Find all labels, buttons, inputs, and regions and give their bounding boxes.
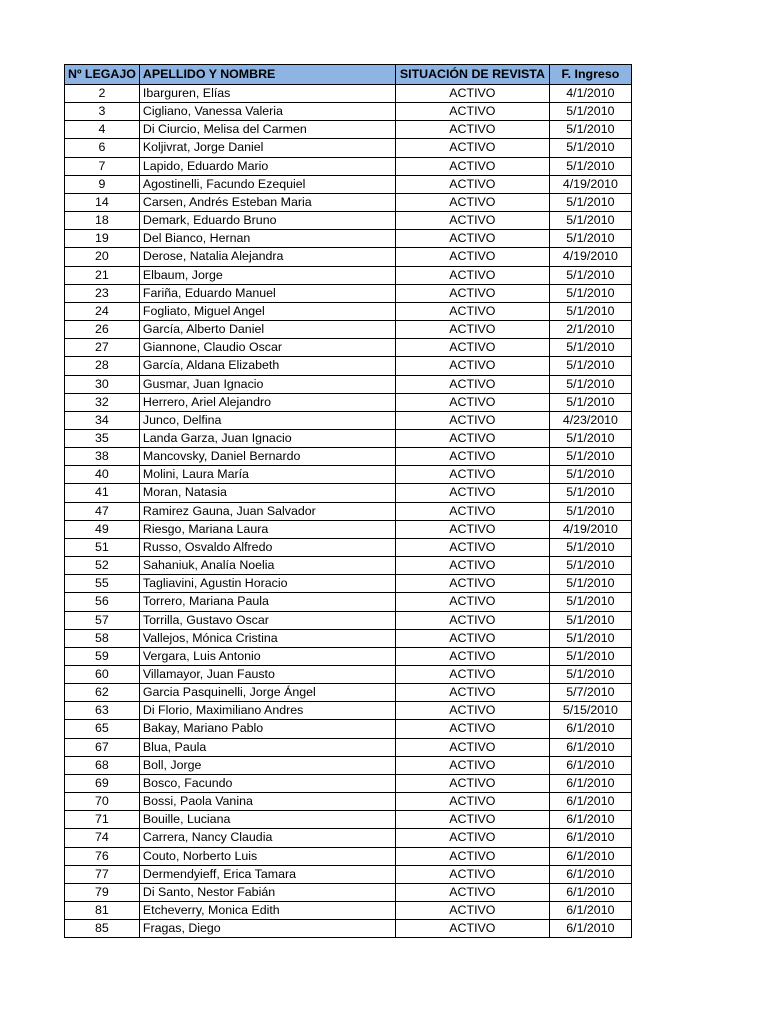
legajo-cell: 38 — [65, 448, 140, 466]
date-cell: 2/1/2010 — [549, 321, 631, 339]
status-cell: ACTIVO — [395, 193, 549, 211]
date-cell: 5/1/2010 — [549, 593, 631, 611]
date-cell: 5/1/2010 — [549, 575, 631, 593]
name-cell: Fogliato, Miguel Angel — [139, 302, 395, 320]
name-cell: Torrero, Mariana Paula — [139, 593, 395, 611]
name-cell: Demark, Eduardo Bruno — [139, 212, 395, 230]
name-cell: Russo, Osvaldo Alfredo — [139, 538, 395, 556]
table-row — [65, 248, 632, 266]
name-cell: Cigliano, Vanessa Valeria — [139, 103, 395, 121]
status-cell: ACTIVO — [395, 756, 549, 774]
table-row — [65, 448, 632, 466]
status-cell: ACTIVO — [395, 302, 549, 320]
name-cell: Di Ciurcio, Melisa del Carmen — [139, 121, 395, 139]
employee-table — [64, 64, 632, 938]
table-row — [65, 756, 632, 774]
date-cell: 6/1/2010 — [549, 738, 631, 756]
legajo-cell: 49 — [65, 520, 140, 538]
name-cell: Bossi, Paola Vanina — [139, 793, 395, 811]
status-cell: ACTIVO — [395, 411, 549, 429]
date-cell: 5/1/2010 — [549, 284, 631, 302]
table-row — [65, 157, 632, 175]
table-row — [65, 702, 632, 720]
date-cell: 5/1/2010 — [549, 502, 631, 520]
legajo-cell: 71 — [65, 811, 140, 829]
date-cell: 5/1/2010 — [549, 193, 631, 211]
name-cell: Del Bianco, Hernan — [139, 230, 395, 248]
status-cell: ACTIVO — [395, 375, 549, 393]
date-cell: 5/1/2010 — [549, 484, 631, 502]
name-cell: Ramirez Gauna, Juan Salvador — [139, 502, 395, 520]
date-cell: 5/1/2010 — [549, 557, 631, 575]
legajo-cell: 57 — [65, 611, 140, 629]
status-cell: ACTIVO — [395, 357, 549, 375]
date-cell: 5/1/2010 — [549, 266, 631, 284]
legajo-cell: 67 — [65, 738, 140, 756]
status-cell: ACTIVO — [395, 121, 549, 139]
date-cell: 6/1/2010 — [549, 720, 631, 738]
table-row — [65, 738, 632, 756]
name-cell: Derose, Natalia Alejandra — [139, 248, 395, 266]
status-cell: ACTIVO — [395, 321, 549, 339]
name-cell: Gusmar, Juan Ignacio — [139, 375, 395, 393]
date-cell: 6/1/2010 — [549, 865, 631, 883]
status-cell: ACTIVO — [395, 847, 549, 865]
legajo-cell: 4 — [65, 121, 140, 139]
table-row — [65, 847, 632, 865]
status-cell: ACTIVO — [395, 883, 549, 901]
table-row — [65, 393, 632, 411]
legajo-cell: 52 — [65, 557, 140, 575]
table-row — [65, 212, 632, 230]
legajo-cell: 3 — [65, 103, 140, 121]
table-row — [65, 920, 632, 938]
table-row — [65, 357, 632, 375]
table-row — [65, 266, 632, 284]
legajo-cell: 47 — [65, 502, 140, 520]
name-cell: Carsen, Andrés Esteban Maria — [139, 193, 395, 211]
status-cell: ACTIVO — [395, 811, 549, 829]
status-cell: ACTIVO — [395, 448, 549, 466]
status-cell: ACTIVO — [395, 339, 549, 357]
status-cell: ACTIVO — [395, 484, 549, 502]
table-row — [65, 230, 632, 248]
name-cell: Blua, Paula — [139, 738, 395, 756]
date-cell: 6/1/2010 — [549, 829, 631, 847]
status-cell: ACTIVO — [395, 738, 549, 756]
legajo-cell: 27 — [65, 339, 140, 357]
legajo-cell: 14 — [65, 193, 140, 211]
name-cell: Ibarguren, Elías — [139, 85, 395, 103]
table-row — [65, 902, 632, 920]
date-cell: 5/1/2010 — [549, 339, 631, 357]
status-cell: ACTIVO — [395, 902, 549, 920]
header-legajo: Nº LEGAJO — [65, 65, 140, 85]
name-cell: Di Florio, Maximiliano Andres — [139, 702, 395, 720]
date-cell: 6/1/2010 — [549, 920, 631, 938]
legajo-cell: 65 — [65, 720, 140, 738]
table-row — [65, 557, 632, 575]
table-row — [65, 629, 632, 647]
legajo-cell: 23 — [65, 284, 140, 302]
date-cell: 5/7/2010 — [549, 684, 631, 702]
date-cell: 5/1/2010 — [549, 629, 631, 647]
table-row — [65, 466, 632, 484]
date-cell: 4/23/2010 — [549, 411, 631, 429]
table-row — [65, 85, 632, 103]
table-body — [65, 85, 632, 938]
name-cell: Carrera, Nancy Claudia — [139, 829, 395, 847]
table-row — [65, 502, 632, 520]
date-cell: 4/19/2010 — [549, 520, 631, 538]
status-cell: ACTIVO — [395, 85, 549, 103]
name-cell: Garcia Pasquinelli, Jorge Ángel — [139, 684, 395, 702]
table-row — [65, 811, 632, 829]
date-cell: 4/1/2010 — [549, 85, 631, 103]
legajo-cell: 34 — [65, 411, 140, 429]
table-row — [65, 103, 632, 121]
legajo-cell: 59 — [65, 647, 140, 665]
date-cell: 6/1/2010 — [549, 774, 631, 792]
table-row — [65, 720, 632, 738]
name-cell: García, Alberto Daniel — [139, 321, 395, 339]
name-cell: Vallejos, Mónica Cristina — [139, 629, 395, 647]
table-row — [65, 339, 632, 357]
status-cell: ACTIVO — [395, 520, 549, 538]
legajo-cell: 18 — [65, 212, 140, 230]
legajo-cell: 2 — [65, 85, 140, 103]
date-cell: 5/1/2010 — [549, 393, 631, 411]
table-row — [65, 684, 632, 702]
status-cell: ACTIVO — [395, 157, 549, 175]
name-cell: Di Santo, Nestor Fabián — [139, 883, 395, 901]
name-cell: Couto, Norberto Luis — [139, 847, 395, 865]
date-cell: 5/1/2010 — [549, 538, 631, 556]
status-cell: ACTIVO — [395, 575, 549, 593]
status-cell: ACTIVO — [395, 284, 549, 302]
legajo-cell: 81 — [65, 902, 140, 920]
employee-sheet — [64, 64, 632, 938]
table-row — [65, 484, 632, 502]
status-cell: ACTIVO — [395, 538, 549, 556]
name-cell: Torrilla, Gustavo Oscar — [139, 611, 395, 629]
legajo-cell: 9 — [65, 175, 140, 193]
header-row — [65, 65, 632, 85]
legajo-cell: 35 — [65, 429, 140, 447]
legajo-cell: 41 — [65, 484, 140, 502]
table-row — [65, 865, 632, 883]
status-cell: ACTIVO — [395, 793, 549, 811]
name-cell: Tagliavini, Agustin Horacio — [139, 575, 395, 593]
status-cell: ACTIVO — [395, 684, 549, 702]
status-cell: ACTIVO — [395, 175, 549, 193]
table-row — [65, 611, 632, 629]
status-cell: ACTIVO — [395, 865, 549, 883]
name-cell: Koljivrat, Jorge Daniel — [139, 139, 395, 157]
status-cell: ACTIVO — [395, 774, 549, 792]
status-cell: ACTIVO — [395, 502, 549, 520]
table-row — [65, 375, 632, 393]
name-cell: Fragas, Diego — [139, 920, 395, 938]
date-cell: 5/1/2010 — [549, 647, 631, 665]
header-apellido-nombre: APELLIDO Y NOMBRE — [139, 65, 395, 85]
name-cell: Junco, Delfina — [139, 411, 395, 429]
legajo-cell: 74 — [65, 829, 140, 847]
name-cell: Elbaum, Jorge — [139, 266, 395, 284]
legajo-cell: 69 — [65, 774, 140, 792]
status-cell: ACTIVO — [395, 629, 549, 647]
name-cell: García, Aldana Elizabeth — [139, 357, 395, 375]
name-cell: Molini, Laura María — [139, 466, 395, 484]
legajo-cell: 76 — [65, 847, 140, 865]
legajo-cell: 68 — [65, 756, 140, 774]
legajo-cell: 40 — [65, 466, 140, 484]
status-cell: ACTIVO — [395, 212, 549, 230]
table-row — [65, 647, 632, 665]
date-cell: 5/1/2010 — [549, 139, 631, 157]
date-cell: 4/19/2010 — [549, 248, 631, 266]
status-cell: ACTIVO — [395, 647, 549, 665]
name-cell: Agostinelli, Facundo Ezequiel — [139, 175, 395, 193]
legajo-cell: 70 — [65, 793, 140, 811]
table-row — [65, 883, 632, 901]
legajo-cell: 79 — [65, 883, 140, 901]
legajo-cell: 7 — [65, 157, 140, 175]
legajo-cell: 51 — [65, 538, 140, 556]
table-row — [65, 121, 632, 139]
table-row — [65, 284, 632, 302]
status-cell: ACTIVO — [395, 266, 549, 284]
legajo-cell: 62 — [65, 684, 140, 702]
table-row — [65, 429, 632, 447]
status-cell: ACTIVO — [395, 429, 549, 447]
table-row — [65, 829, 632, 847]
date-cell: 6/1/2010 — [549, 756, 631, 774]
table-row — [65, 666, 632, 684]
legajo-cell: 85 — [65, 920, 140, 938]
name-cell: Boll, Jorge — [139, 756, 395, 774]
name-cell: Bouille, Luciana — [139, 811, 395, 829]
date-cell: 6/1/2010 — [549, 847, 631, 865]
table-row — [65, 321, 632, 339]
legajo-cell: 19 — [65, 230, 140, 248]
date-cell: 5/1/2010 — [549, 448, 631, 466]
date-cell: 5/1/2010 — [549, 157, 631, 175]
legajo-cell: 63 — [65, 702, 140, 720]
legajo-cell: 26 — [65, 321, 140, 339]
legajo-cell: 30 — [65, 375, 140, 393]
legajo-cell: 60 — [65, 666, 140, 684]
name-cell: Dermendyieff, Erica Tamara — [139, 865, 395, 883]
legajo-cell: 20 — [65, 248, 140, 266]
table-row — [65, 520, 632, 538]
legajo-cell: 56 — [65, 593, 140, 611]
status-cell: ACTIVO — [395, 702, 549, 720]
date-cell: 5/1/2010 — [549, 466, 631, 484]
status-cell: ACTIVO — [395, 920, 549, 938]
date-cell: 5/1/2010 — [549, 121, 631, 139]
date-cell: 6/1/2010 — [549, 793, 631, 811]
name-cell: Giannone, Claudio Oscar — [139, 339, 395, 357]
date-cell: 5/1/2010 — [549, 230, 631, 248]
date-cell: 6/1/2010 — [549, 883, 631, 901]
date-cell: 5/1/2010 — [549, 212, 631, 230]
date-cell: 5/1/2010 — [549, 666, 631, 684]
table-row — [65, 575, 632, 593]
status-cell: ACTIVO — [395, 557, 549, 575]
table-row — [65, 593, 632, 611]
legajo-cell: 21 — [65, 266, 140, 284]
name-cell: Lapido, Eduardo Mario — [139, 157, 395, 175]
status-cell: ACTIVO — [395, 666, 549, 684]
table-row — [65, 793, 632, 811]
status-cell: ACTIVO — [395, 829, 549, 847]
status-cell: ACTIVO — [395, 248, 549, 266]
header-situacion-revista: SITUACIÓN DE REVISTA — [395, 65, 549, 85]
date-cell: 4/19/2010 — [549, 175, 631, 193]
table-row — [65, 774, 632, 792]
date-cell: 6/1/2010 — [549, 902, 631, 920]
header-fecha-ingreso: F. Ingreso — [549, 65, 631, 85]
name-cell: Bosco, Facundo — [139, 774, 395, 792]
date-cell: 5/1/2010 — [549, 302, 631, 320]
name-cell: Etcheverry, Monica Edith — [139, 902, 395, 920]
legajo-cell: 28 — [65, 357, 140, 375]
status-cell: ACTIVO — [395, 230, 549, 248]
legajo-cell: 6 — [65, 139, 140, 157]
status-cell: ACTIVO — [395, 720, 549, 738]
name-cell: Villamayor, Juan Fausto — [139, 666, 395, 684]
name-cell: Landa Garza, Juan Ignacio — [139, 429, 395, 447]
name-cell: Fariña, Eduardo Manuel — [139, 284, 395, 302]
status-cell: ACTIVO — [395, 611, 549, 629]
table-row — [65, 175, 632, 193]
status-cell: ACTIVO — [395, 466, 549, 484]
name-cell: Vergara, Luis Antonio — [139, 647, 395, 665]
legajo-cell: 58 — [65, 629, 140, 647]
date-cell: 5/1/2010 — [549, 375, 631, 393]
legajo-cell: 55 — [65, 575, 140, 593]
date-cell: 5/1/2010 — [549, 611, 631, 629]
name-cell: Sahaniuk, Analía Noelia — [139, 557, 395, 575]
table-row — [65, 302, 632, 320]
status-cell: ACTIVO — [395, 593, 549, 611]
name-cell: Moran, Natasia — [139, 484, 395, 502]
status-cell: ACTIVO — [395, 393, 549, 411]
name-cell: Mancovsky, Daniel Bernardo — [139, 448, 395, 466]
legajo-cell: 77 — [65, 865, 140, 883]
table-row — [65, 411, 632, 429]
date-cell: 6/1/2010 — [549, 811, 631, 829]
name-cell: Riesgo, Mariana Laura — [139, 520, 395, 538]
table-row — [65, 193, 632, 211]
date-cell: 5/1/2010 — [549, 103, 631, 121]
legajo-cell: 24 — [65, 302, 140, 320]
legajo-cell: 32 — [65, 393, 140, 411]
name-cell: Herrero, Ariel Alejandro — [139, 393, 395, 411]
name-cell: Bakay, Mariano Pablo — [139, 720, 395, 738]
status-cell: ACTIVO — [395, 103, 549, 121]
date-cell: 5/1/2010 — [549, 357, 631, 375]
date-cell: 5/15/2010 — [549, 702, 631, 720]
status-cell: ACTIVO — [395, 139, 549, 157]
table-row — [65, 139, 632, 157]
table-row — [65, 538, 632, 556]
date-cell: 5/1/2010 — [549, 429, 631, 447]
